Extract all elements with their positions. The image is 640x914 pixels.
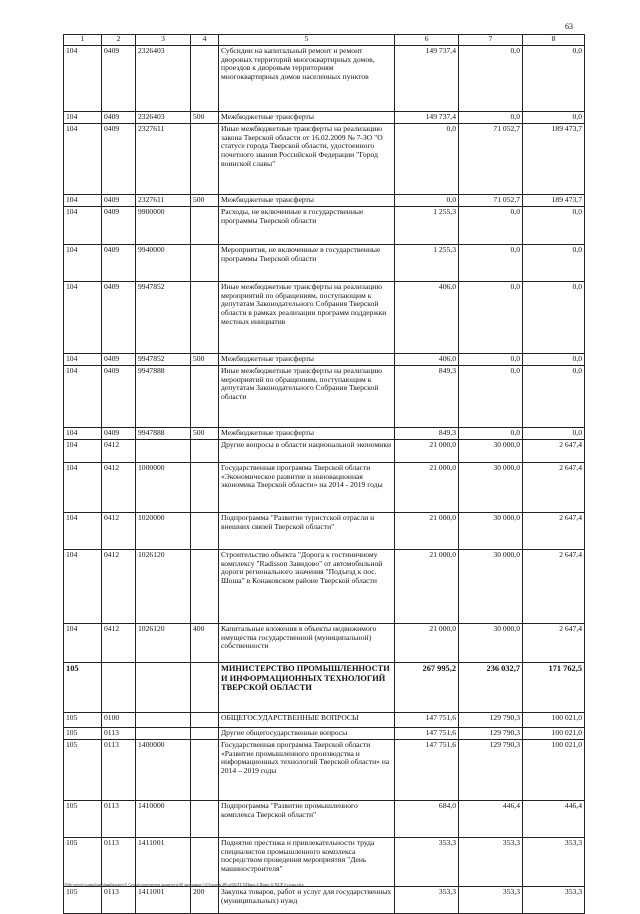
target-code: 1026120 bbox=[136, 550, 191, 624]
value-year-2: 30 000,0 bbox=[459, 624, 523, 663]
target-code: 2327611 bbox=[136, 124, 191, 195]
expense-type bbox=[191, 728, 219, 740]
target-code: 9900000 bbox=[136, 207, 191, 245]
column-header-2: 2 bbox=[102, 35, 136, 46]
column-header-7: 7 bbox=[459, 35, 523, 46]
table-row bbox=[64, 463, 585, 513]
item-name: Межбюджетные трансферты bbox=[219, 112, 395, 124]
column-header-4: 4 bbox=[191, 35, 219, 46]
value-year-2: 0,0 bbox=[459, 428, 523, 440]
column-header-1: 1 bbox=[64, 35, 102, 46]
target-code: 9940000 bbox=[136, 245, 191, 282]
target-code: 9947852 bbox=[136, 354, 191, 366]
ministry-code: 104 bbox=[64, 282, 102, 354]
column-header-8: 8 bbox=[523, 35, 585, 46]
item-name: Государственная программа Тверской области «Развитие промышленного производства и информационных технологий Тверской области» на 2014 – 2019 годы bbox=[219, 740, 395, 801]
target-code: 2326403 bbox=[136, 46, 191, 112]
value-year-1: 0,0 bbox=[395, 124, 459, 195]
value-year-2: 353,3 bbox=[459, 887, 523, 914]
ministry-code: 104 bbox=[64, 513, 102, 550]
value-year-3: 2 647,4 bbox=[523, 624, 585, 663]
header-row bbox=[64, 35, 585, 46]
value-year-2: 0,0 bbox=[459, 354, 523, 366]
table-row bbox=[64, 663, 585, 713]
ministry-code: 104 bbox=[64, 245, 102, 282]
table-row bbox=[64, 428, 585, 440]
value-year-3: 2 647,4 bbox=[523, 550, 585, 624]
value-year-3: 2 647,4 bbox=[523, 463, 585, 513]
value-year-3: 0,0 bbox=[523, 354, 585, 366]
item-name: Расходы, не включенные в государственные программы Тверской области bbox=[219, 207, 395, 245]
value-year-2: 129 790,3 bbox=[459, 740, 523, 801]
ministry-code: 104 bbox=[64, 354, 102, 366]
table-row bbox=[64, 207, 585, 245]
target-code: 9947852 bbox=[136, 282, 191, 354]
expense-type bbox=[191, 207, 219, 245]
table-row bbox=[64, 740, 585, 801]
value-year-2: 129 790,3 bbox=[459, 713, 523, 728]
value-year-3: 2 647,4 bbox=[523, 513, 585, 550]
section-code: 0412 bbox=[102, 463, 136, 513]
table-row bbox=[64, 46, 585, 112]
value-year-2: 0,0 bbox=[459, 207, 523, 245]
section-code bbox=[102, 663, 136, 713]
ministry-code: 104 bbox=[64, 366, 102, 428]
ministry-code: 105 bbox=[64, 713, 102, 728]
ministry-code: 104 bbox=[64, 46, 102, 112]
ministry-code: 104 bbox=[64, 440, 102, 463]
ministry-code: 105 bbox=[64, 887, 102, 914]
section-code: 0412 bbox=[102, 513, 136, 550]
value-year-3: 446,4 bbox=[523, 801, 585, 838]
section-code: 0409 bbox=[102, 124, 136, 195]
section-code: 0100 bbox=[102, 713, 136, 728]
target-code: 1400000 bbox=[136, 740, 191, 801]
ministry-code: 105 bbox=[64, 663, 102, 713]
item-name: Другие вопросы в области национальной экономики bbox=[219, 440, 395, 463]
expense-type bbox=[191, 663, 219, 713]
ministry-code: 104 bbox=[64, 195, 102, 207]
table-row bbox=[64, 550, 585, 624]
value-year-1: 353,3 bbox=[395, 887, 459, 914]
value-year-1: 406,0 bbox=[395, 282, 459, 354]
expense-type bbox=[191, 440, 219, 463]
target-code bbox=[136, 713, 191, 728]
value-year-2: 30 000,0 bbox=[459, 463, 523, 513]
target-code: 1411001 bbox=[136, 838, 191, 887]
value-year-2: 0,0 bbox=[459, 366, 523, 428]
table-row bbox=[64, 728, 585, 740]
table-row bbox=[64, 440, 585, 463]
item-name: МИНИСТЕРСТВО ПРОМЫШЛЕННОСТИ И ИНФОРМАЦИОННЫХ ТЕХНОЛОГИЙ ТВЕРСКОЙ ОБЛАСТИ bbox=[219, 663, 395, 713]
section-code: 0113 bbox=[102, 887, 136, 914]
value-year-1: 849,3 bbox=[395, 428, 459, 440]
table-body bbox=[64, 46, 585, 914]
column-header-3: 3 bbox=[136, 35, 191, 46]
table-row bbox=[64, 112, 585, 124]
value-year-3: 189 473,7 bbox=[523, 195, 585, 207]
page-number: 63 bbox=[565, 22, 573, 31]
ministry-code: 105 bbox=[64, 838, 102, 887]
column-header-5: 5 bbox=[219, 35, 395, 46]
target-code: 1410000 bbox=[136, 801, 191, 838]
value-year-3: 171 762,5 bbox=[523, 663, 585, 713]
section-code: 0409 bbox=[102, 354, 136, 366]
table-row bbox=[64, 124, 585, 195]
section-code: 0409 bbox=[102, 195, 136, 207]
value-year-3: 0,0 bbox=[523, 46, 585, 112]
target-code bbox=[136, 663, 191, 713]
value-year-3: 0,0 bbox=[523, 207, 585, 245]
section-code: 0113 bbox=[102, 740, 136, 801]
value-year-1: 0,0 bbox=[395, 195, 459, 207]
value-year-2: 0,0 bbox=[459, 282, 523, 354]
expense-type bbox=[191, 124, 219, 195]
value-year-3: 0,0 bbox=[523, 282, 585, 354]
item-name: Межбюджетные трансферты bbox=[219, 354, 395, 366]
value-year-1: 1 255,3 bbox=[395, 245, 459, 282]
ministry-code: 105 bbox=[64, 801, 102, 838]
value-year-2: 446,4 bbox=[459, 801, 523, 838]
expense-type bbox=[191, 713, 219, 728]
section-code: 0409 bbox=[102, 428, 136, 440]
ministry-code: 105 bbox=[64, 740, 102, 801]
expense-type bbox=[191, 366, 219, 428]
ministry-code: 104 bbox=[64, 428, 102, 440]
value-year-1: 406,0 bbox=[395, 354, 459, 366]
budget-table bbox=[63, 34, 585, 914]
target-code: 1020000 bbox=[136, 513, 191, 550]
item-name: Подпрограмма "Развитие промышленного комплекса Тверской области" bbox=[219, 801, 395, 838]
table-row bbox=[64, 838, 585, 887]
value-year-1: 353,3 bbox=[395, 838, 459, 887]
value-year-1: 147 751,6 bbox=[395, 740, 459, 801]
value-year-1: 21 000,0 bbox=[395, 513, 459, 550]
expense-type: 500 bbox=[191, 112, 219, 124]
target-code: 1000000 bbox=[136, 463, 191, 513]
section-code: 0409 bbox=[102, 245, 136, 282]
table-row bbox=[64, 513, 585, 550]
section-code: 0113 bbox=[102, 728, 136, 740]
target-code: 1026120 bbox=[136, 624, 191, 663]
item-name: Закупка товаров, работ и услуг для государственных (муниципальных) нужд bbox=[219, 887, 395, 914]
value-year-1: 21 000,0 bbox=[395, 550, 459, 624]
ministry-code: 104 bbox=[64, 550, 102, 624]
value-year-3: 0,0 bbox=[523, 366, 585, 428]
value-year-3: 100 021,0 bbox=[523, 713, 585, 728]
value-year-1: 21 000,0 bbox=[395, 624, 459, 663]
item-name: Подпрограмма "Развитие туристской отрасли и внешних связей Тверской области" bbox=[219, 513, 395, 550]
value-year-2: 71 052,7 bbox=[459, 195, 523, 207]
value-year-1: 147 751,6 bbox=[395, 713, 459, 728]
table-row bbox=[64, 624, 585, 663]
section-code: 0113 bbox=[102, 801, 136, 838]
expense-type bbox=[191, 550, 219, 624]
item-name: Субсидии на капитальный ремонт и ремонт дворовых территорий многоквартирных домов, проездов к дворовым территориям многоквартирных домов населенных пунктов bbox=[219, 46, 395, 112]
value-year-2: 30 000,0 bbox=[459, 440, 523, 463]
ministry-code: 104 bbox=[64, 207, 102, 245]
ministry-code: 105 bbox=[64, 728, 102, 740]
value-year-1: 149 737,4 bbox=[395, 112, 459, 124]
column-header-6: 6 bbox=[395, 35, 459, 46]
item-name: Иные межбюджетные трансферты на реализацию мероприятий по обращениям, поступающим к депутатам Законодательного Собрания Тверской области в рамках реализации программ поддержки местных инициатив bbox=[219, 282, 395, 354]
target-code: 2327611 bbox=[136, 195, 191, 207]
value-year-3: 353,3 bbox=[523, 887, 585, 914]
value-year-1: 21 000,0 bbox=[395, 440, 459, 463]
value-year-1: 149 737,4 bbox=[395, 46, 459, 112]
item-name: Иные межбюджетные трансферты на реализацию мероприятий по обращениям, поступающим к депутатам Законодательного Собрания Тверской области bbox=[219, 366, 395, 428]
expense-type bbox=[191, 801, 219, 838]
section-code: 0409 bbox=[102, 366, 136, 428]
expense-type: 500 bbox=[191, 354, 219, 366]
value-year-3: 0,0 bbox=[523, 428, 585, 440]
item-name: ОБЩЕГОСУДАРСТВЕННЫЕ ВОПРОСЫ bbox=[219, 713, 395, 728]
expense-type bbox=[191, 740, 219, 801]
value-year-3: 100 021,0 bbox=[523, 740, 585, 801]
expense-type bbox=[191, 838, 219, 887]
table-row bbox=[64, 282, 585, 354]
expense-type: 200 bbox=[191, 887, 219, 914]
item-name: Государственная программа Тверской области «Экономическое развитие и инновационная экономика Тверской области» на 2014 - 2019 годы bbox=[219, 463, 395, 513]
value-year-2: 30 000,0 bbox=[459, 513, 523, 550]
file-path-footer: \\File-server\consultant\финбюджет\5 Сельм\документы комитета\49 заседание (11)\отдел(49) к392-П-5\Прил.4 Прил.11 ВСР 3 годы.xlsx bbox=[63, 882, 304, 887]
item-name: Другие общегосударственные вопросы bbox=[219, 728, 395, 740]
section-code: 0409 bbox=[102, 282, 136, 354]
value-year-1: 684,0 bbox=[395, 801, 459, 838]
value-year-3: 0,0 bbox=[523, 112, 585, 124]
expense-type bbox=[191, 513, 219, 550]
ministry-code: 104 bbox=[64, 112, 102, 124]
item-name: Межбюджетные трансферты bbox=[219, 195, 395, 207]
item-name: Строительство объекта "Дорога к гостиничному комплексу "Radisson Завидово" от автомобильной дороги регионального значения "Подъезд к пос. Шоша" в Конаковском районе Тверской области bbox=[219, 550, 395, 624]
section-code: 0409 bbox=[102, 207, 136, 245]
value-year-1: 1 255,3 bbox=[395, 207, 459, 245]
value-year-1: 267 995,2 bbox=[395, 663, 459, 713]
ministry-code: 104 bbox=[64, 624, 102, 663]
item-name: Мероприятия, не включенные в государственные программы Тверской области bbox=[219, 245, 395, 282]
item-name: Поднятие престижа и привлекательности труда специалистов промышленного комплекса посредством проведения мероприятия "День машиностроителя" bbox=[219, 838, 395, 887]
table-row bbox=[64, 801, 585, 838]
value-year-1: 21 000,0 bbox=[395, 463, 459, 513]
target-code: 2326403 bbox=[136, 112, 191, 124]
section-code: 0412 bbox=[102, 440, 136, 463]
section-code: 0113 bbox=[102, 838, 136, 887]
table-row bbox=[64, 887, 585, 914]
value-year-2: 30 000,0 bbox=[459, 550, 523, 624]
item-name: Иные межбюджетные трансферты на реализацию закона Тверской области от 16.02.2009 № 7-ЗО "О статусе города Тверской области, удостоенного почетного звания Российской Федерации "Город воинской славы" bbox=[219, 124, 395, 195]
section-code: 0412 bbox=[102, 624, 136, 663]
value-year-3: 353,3 bbox=[523, 838, 585, 887]
value-year-2: 236 032,7 bbox=[459, 663, 523, 713]
value-year-3: 2 647,4 bbox=[523, 440, 585, 463]
value-year-1: 147 751,6 bbox=[395, 728, 459, 740]
table-row bbox=[64, 354, 585, 366]
table-row bbox=[64, 195, 585, 207]
expense-type bbox=[191, 463, 219, 513]
value-year-1: 849,3 bbox=[395, 366, 459, 428]
target-code: 1411001 bbox=[136, 887, 191, 914]
value-year-3: 189 473,7 bbox=[523, 124, 585, 195]
target-code bbox=[136, 440, 191, 463]
section-code: 0409 bbox=[102, 46, 136, 112]
value-year-2: 129 790,3 bbox=[459, 728, 523, 740]
section-code: 0412 bbox=[102, 550, 136, 624]
value-year-2: 353,3 bbox=[459, 838, 523, 887]
value-year-3: 0,0 bbox=[523, 245, 585, 282]
table-row bbox=[64, 245, 585, 282]
expense-type bbox=[191, 282, 219, 354]
value-year-2: 71 052,7 bbox=[459, 124, 523, 195]
target-code bbox=[136, 728, 191, 740]
expense-type: 500 bbox=[191, 195, 219, 207]
value-year-2: 0,0 bbox=[459, 112, 523, 124]
section-code: 0409 bbox=[102, 112, 136, 124]
ministry-code: 104 bbox=[64, 463, 102, 513]
item-name: Межбюджетные трансферты bbox=[219, 428, 395, 440]
expense-type bbox=[191, 245, 219, 282]
ministry-code: 104 bbox=[64, 124, 102, 195]
table-row bbox=[64, 713, 585, 728]
value-year-2: 0,0 bbox=[459, 245, 523, 282]
value-year-2: 0,0 bbox=[459, 46, 523, 112]
target-code: 9947888 bbox=[136, 428, 191, 440]
table-row bbox=[64, 366, 585, 428]
expense-type: 400 bbox=[191, 624, 219, 663]
expense-type bbox=[191, 46, 219, 112]
target-code: 9947888 bbox=[136, 366, 191, 428]
value-year-3: 100 021,0 bbox=[523, 728, 585, 740]
item-name: Капитальные вложения в объекты недвижимого имущества государственной (муниципальной) собственности bbox=[219, 624, 395, 663]
expense-type: 500 bbox=[191, 428, 219, 440]
